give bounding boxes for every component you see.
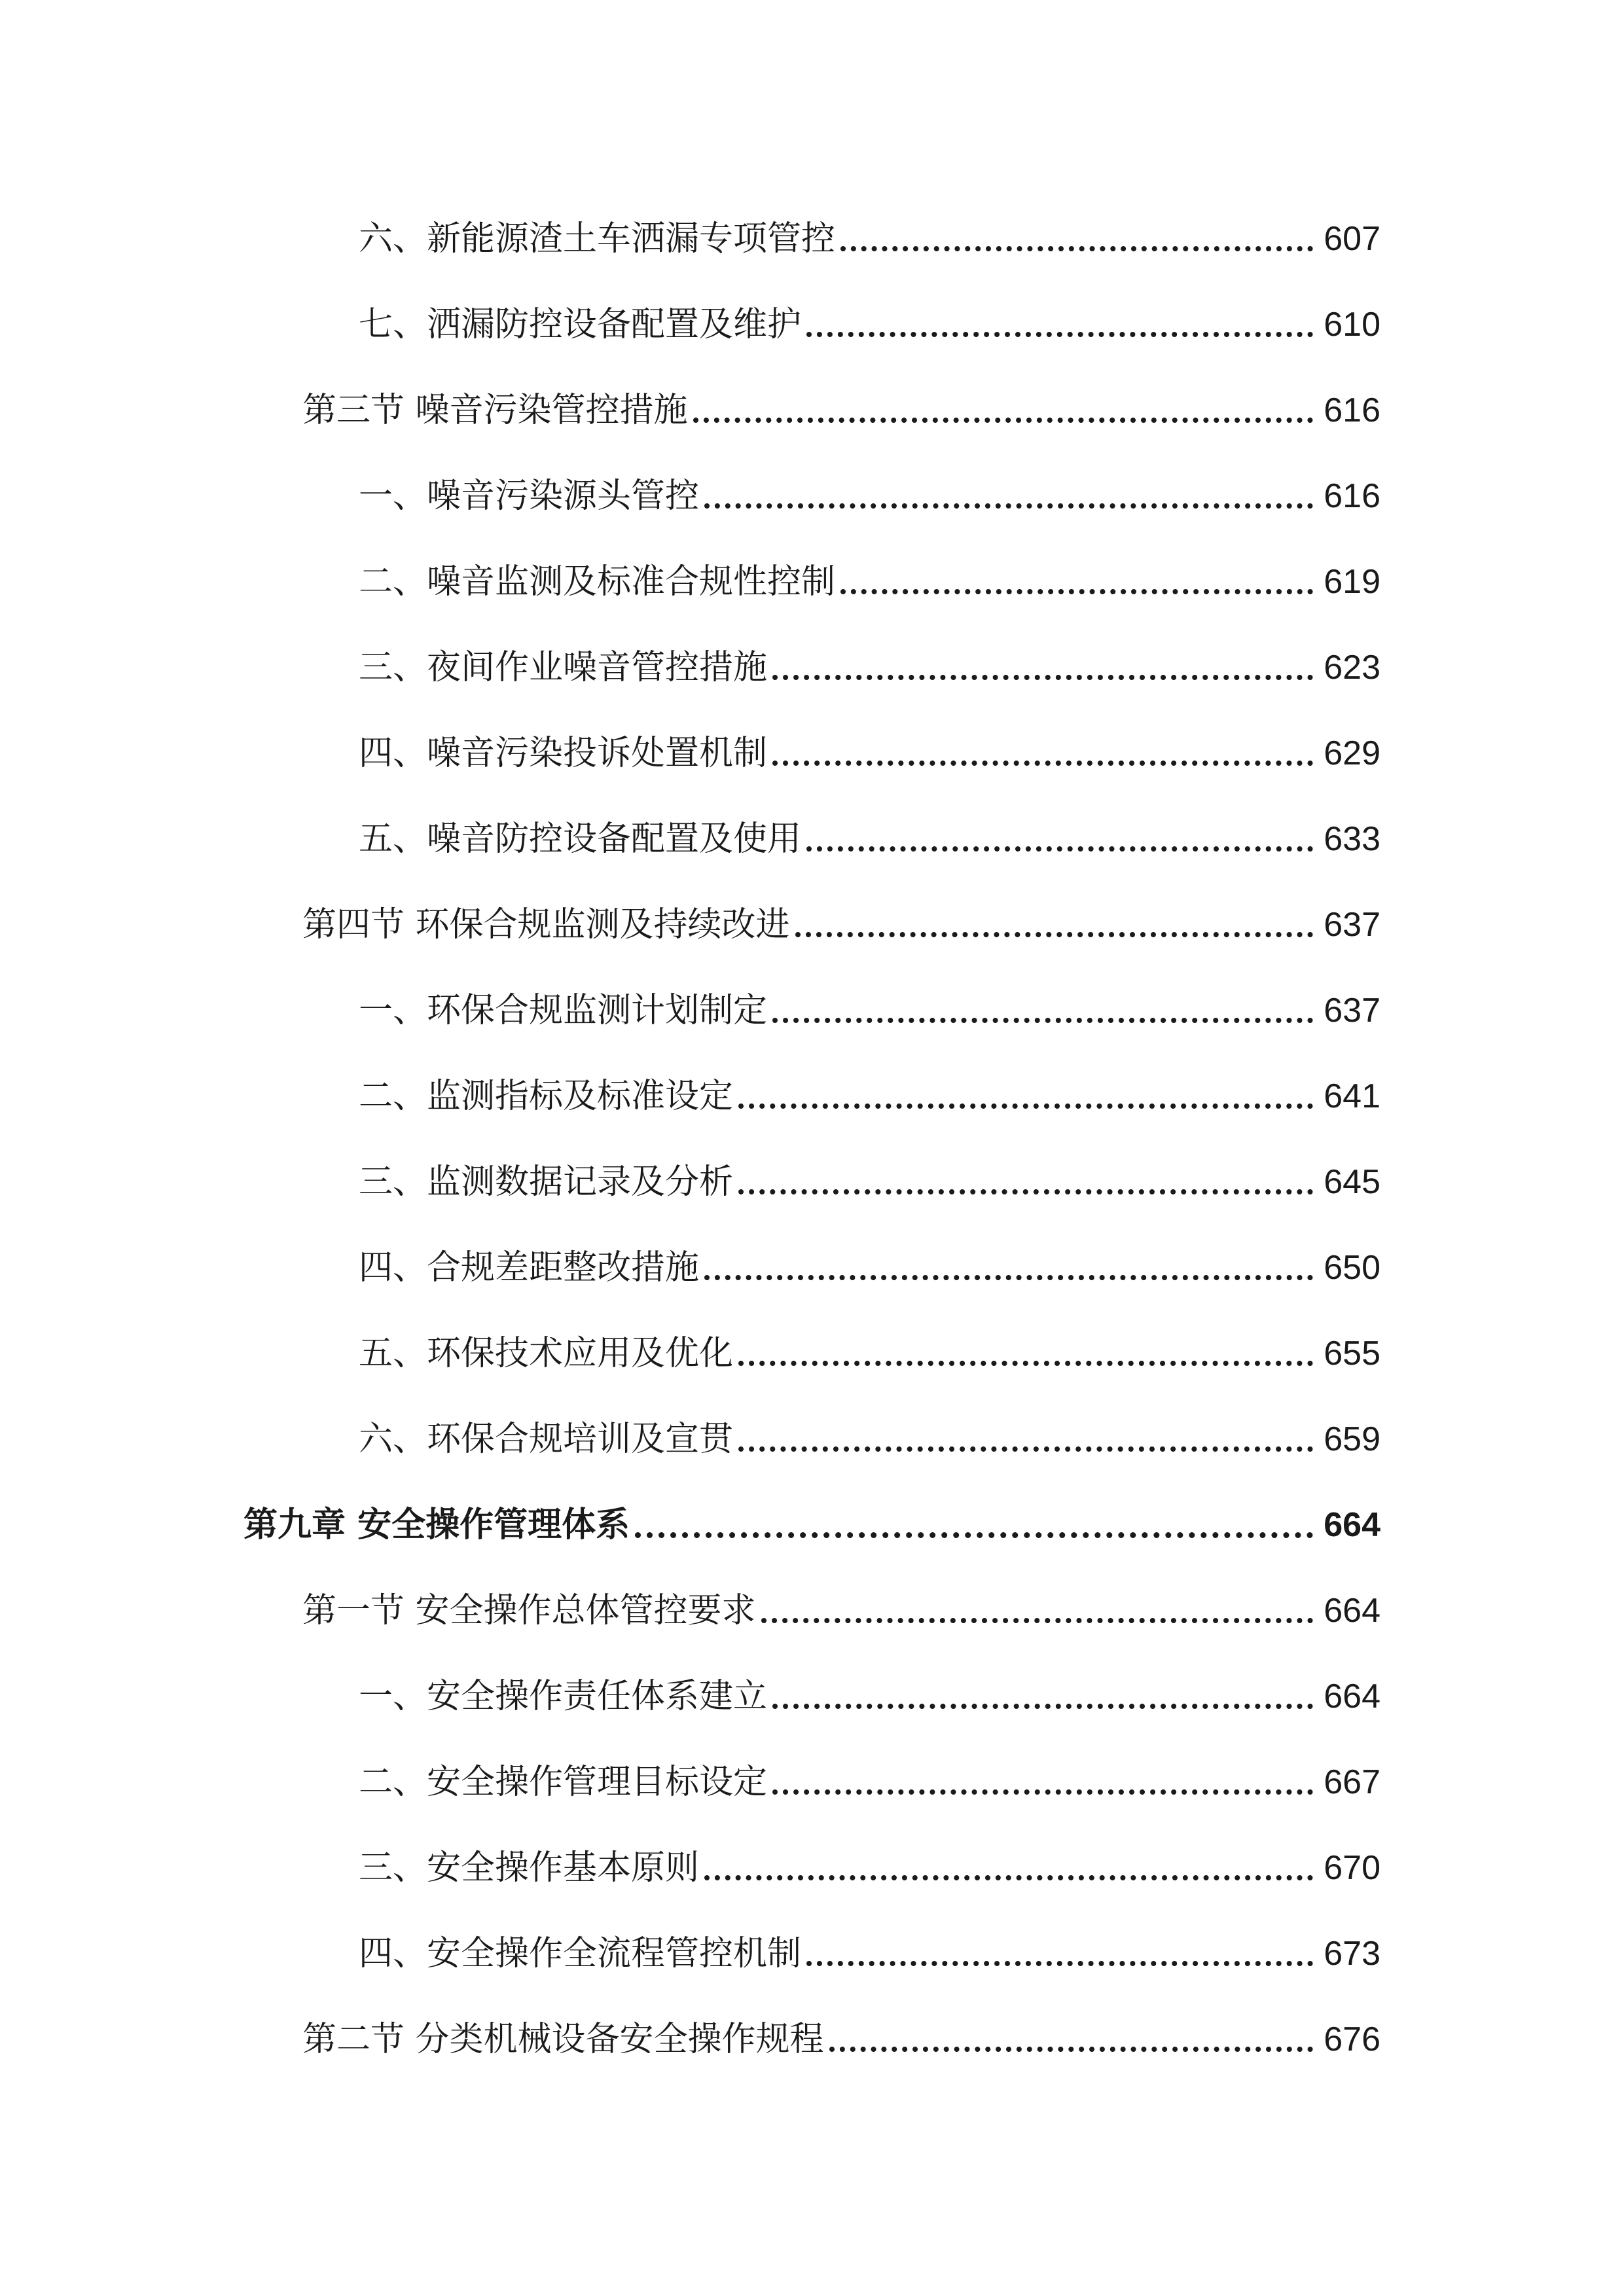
toc-entry-page: 607: [1324, 220, 1380, 258]
dot-leader: [840, 246, 1313, 251]
toc-entry-chapter[interactable]: [244, 1492, 1380, 1558]
toc-entry-page: 645: [1324, 1163, 1380, 1201]
toc-entry[interactable]: [302, 378, 1380, 443]
toc-entry-page: 629: [1324, 734, 1380, 772]
toc-entry-title: 三、安全操作基本原则: [359, 1848, 700, 1888]
toc-entry-page: 623: [1324, 649, 1380, 687]
dot-leader: [772, 1789, 1313, 1795]
toc-entry-title: 二、安全操作管理目标设定: [359, 1763, 768, 1802]
dot-leader: [772, 761, 1313, 766]
toc-entry-page: 650: [1324, 1249, 1380, 1287]
dot-leader: [738, 1446, 1313, 1452]
toc-entry-title: 第四节 环保合规监测及持续改进: [302, 905, 790, 944]
dot-leader: [738, 1189, 1313, 1194]
toc-entry[interactable]: [359, 463, 1380, 529]
dot-leader: [635, 1532, 1313, 1538]
toc-entry-title: 第九章 安全操作管理体系: [244, 1505, 630, 1545]
toc-entry-page: 664: [1324, 1677, 1380, 1715]
toc-entry-title: 第二节 分类机械设备安全操作规程: [302, 2020, 824, 2059]
toc-entry-page: 637: [1324, 992, 1380, 1030]
dot-leader: [761, 1618, 1314, 1623]
toc-entry-page: 610: [1324, 306, 1380, 344]
dot-leader: [772, 1704, 1313, 1709]
toc-entry-title: 七、洒漏防控设备配置及维护: [359, 305, 802, 344]
toc-entry-page: 637: [1324, 906, 1380, 944]
toc-entry-page: 619: [1324, 563, 1380, 601]
dot-leader: [772, 675, 1313, 680]
toc-entry[interactable]: [359, 1064, 1380, 1129]
toc-entry-title: 二、监测指标及标准设定: [359, 1077, 734, 1116]
toc-entry-title: 五、噪音防控设备配置及使用: [359, 819, 802, 859]
dot-leader: [806, 332, 1313, 337]
dot-leader: [806, 846, 1313, 852]
toc-entry[interactable]: [302, 892, 1380, 958]
toc-entry-page: 659: [1324, 1420, 1380, 1458]
toc-entry-page: 667: [1324, 1763, 1380, 1801]
dot-leader: [738, 1361, 1313, 1366]
toc-entry-title: 六、新能源渣土车洒漏专项管控: [359, 219, 836, 259]
toc-entry-title: 一、环保合规监测计划制定: [359, 991, 768, 1030]
toc-entry-page: 616: [1324, 477, 1380, 515]
toc-entry-title: 四、合规差距整改措施: [359, 1248, 700, 1287]
dot-leader: [806, 1961, 1313, 1966]
dot-leader: [704, 503, 1313, 509]
toc-entry-title: 一、噪音污染源头管控: [359, 476, 700, 516]
toc-entry-title: 第一节 安全操作总体管控要求: [302, 1591, 756, 1630]
dot-leader: [840, 589, 1313, 594]
dot-leader: [795, 932, 1314, 937]
toc-entry-title: 四、安全操作全流程管控机制: [359, 1934, 802, 1973]
toc-entry-title: 四、噪音污染投诉处置机制: [359, 734, 768, 773]
toc-entry[interactable]: [359, 721, 1380, 786]
toc-entry-page: 664: [1324, 1506, 1380, 1544]
toc-entry[interactable]: [302, 1578, 1380, 1643]
toc-entry[interactable]: [359, 1407, 1380, 1472]
dot-leader: [772, 1018, 1313, 1023]
toc-entry[interactable]: [359, 1321, 1380, 1386]
toc-entry[interactable]: [359, 1749, 1380, 1815]
dot-leader: [738, 1103, 1313, 1109]
toc-entry[interactable]: [359, 1235, 1380, 1300]
toc-entry[interactable]: [359, 978, 1380, 1043]
toc-entry-title: 三、监测数据记录及分析: [359, 1162, 734, 1202]
dot-leader: [693, 418, 1314, 423]
toc-entry-page: 616: [1324, 391, 1380, 429]
dot-leader: [704, 1875, 1313, 1880]
toc-entry-title: 六、环保合规培训及宣贯: [359, 1420, 734, 1459]
toc-entry-title: 五、环保技术应用及优化: [359, 1334, 734, 1373]
toc-entry-page: 633: [1324, 820, 1380, 858]
toc-entry[interactable]: [359, 1835, 1380, 1901]
toc-entry-page: 670: [1324, 1849, 1380, 1887]
toc-entry-page: 673: [1324, 1935, 1380, 1973]
toc-entry-page: 664: [1324, 1592, 1380, 1630]
toc-entry[interactable]: [359, 1149, 1380, 1215]
toc-entry[interactable]: [359, 806, 1380, 872]
toc-entry-title: 一、安全操作责任体系建立: [359, 1677, 768, 1716]
toc-entry[interactable]: [359, 1664, 1380, 1729]
toc-entry[interactable]: [302, 2007, 1380, 2072]
toc-entry-page: 676: [1324, 2020, 1380, 2058]
toc-entry-page: 641: [1324, 1077, 1380, 1115]
toc-entry-page: 655: [1324, 1335, 1380, 1372]
toc-entry[interactable]: [359, 549, 1380, 615]
toc-entry[interactable]: [359, 206, 1380, 272]
toc-entry-title: 三、夜间作业噪音管控措施: [359, 648, 768, 687]
toc-entry-title: 二、噪音监测及标准合规性控制: [359, 562, 836, 601]
toc-entry[interactable]: [359, 292, 1380, 357]
dot-leader: [704, 1275, 1313, 1280]
toc-entry[interactable]: [359, 1921, 1380, 1986]
toc-entry[interactable]: [359, 635, 1380, 700]
toc-entry-title: 第三节 噪音污染管控措施: [302, 391, 688, 430]
dot-leader: [829, 2047, 1314, 2052]
